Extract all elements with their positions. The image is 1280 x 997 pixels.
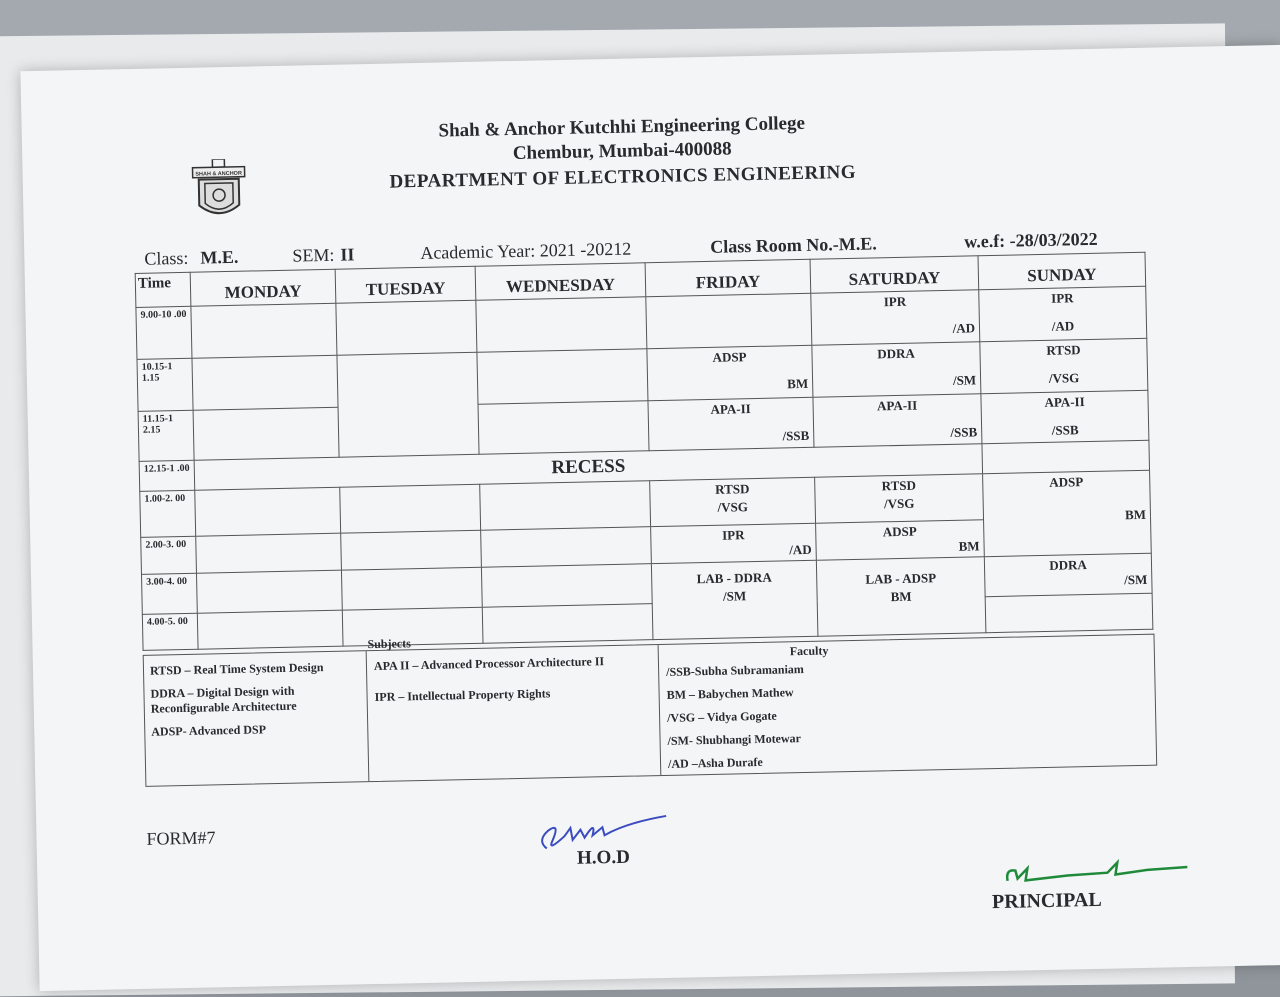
- slot-faculty: /VSG: [1048, 370, 1080, 386]
- effective-date: w.e.f: -28/03/2022: [963, 228, 1098, 252]
- day-header-tuesday: TUESDAY: [335, 266, 476, 303]
- day-header-saturday: SATURDAY: [810, 256, 979, 294]
- slot-cell: [981, 390, 1149, 443]
- subject-definition: DDRA – Digital Design with Reconfigurable Architecture: [150, 683, 297, 716]
- slot-cell: [816, 520, 985, 561]
- faculty-entry: /SSB-Subha Subramaniam: [666, 662, 805, 679]
- slot-cell: [650, 477, 816, 526]
- subject-definition: IPR – Intellectual Property Rights: [374, 686, 551, 705]
- form-number: FORM#7: [146, 827, 216, 849]
- slot-subject: RTSD: [715, 481, 750, 497]
- timetable-grid: [135, 252, 1154, 651]
- slot-faculty: BM: [1124, 506, 1147, 523]
- slot-cell: [651, 523, 817, 563]
- slot-subject: IPR: [1051, 290, 1074, 306]
- time-slot: 2.00-3. 00: [141, 536, 197, 574]
- day-header-friday: FRIDAY: [645, 259, 811, 296]
- empty-slot: [476, 297, 647, 353]
- slot-faculty: /AD: [789, 541, 812, 558]
- slot-faculty: /VSG: [717, 499, 749, 515]
- slot-faculty: BM: [958, 538, 980, 554]
- empty-slot: [191, 303, 337, 358]
- slot-faculty: /SM: [722, 588, 747, 604]
- slot-cell: [811, 290, 980, 346]
- time-slot: 4.00-5. 00: [142, 613, 198, 650]
- legend-table: [143, 634, 1158, 787]
- empty-slot: [482, 604, 653, 644]
- principal-label: PRINCIPAL: [991, 888, 1102, 914]
- slot-cell: [647, 345, 813, 400]
- empty-slot: [196, 570, 342, 613]
- empty-slot: [197, 610, 343, 649]
- slot-cell: [979, 286, 1147, 341]
- empty-slot: [341, 530, 482, 570]
- day-header-monday: MONDAY: [190, 269, 336, 306]
- hod-label: H.O.D: [576, 846, 631, 869]
- time-slot: 3.00-4. 00: [141, 573, 197, 614]
- slot-subject: APA-II: [876, 397, 918, 414]
- slot-cell: [816, 557, 986, 637]
- slot-cell: [812, 342, 981, 398]
- empty-slot: [342, 607, 483, 646]
- slot-faculty: /AD: [1051, 318, 1075, 334]
- faculty-heading: Faculty: [789, 643, 829, 659]
- slot-subject: DDRA: [877, 345, 915, 362]
- academic-year: Academic Year: 2021 -20212: [420, 238, 632, 263]
- time-slot: 1.00-2. 00: [140, 490, 196, 537]
- slot-faculty: /VSG: [883, 495, 915, 512]
- slot-subject: APA-II: [710, 401, 751, 417]
- slot-faculty: /SM: [952, 372, 977, 388]
- faculty-entry: BM – Babychen Mathew: [666, 685, 794, 702]
- slot-subject: RTSD: [881, 477, 917, 494]
- time-column-header: Time: [135, 272, 191, 307]
- slot-subject: DDRA: [1049, 557, 1087, 573]
- faculty-column: [660, 635, 1157, 775]
- slot-subject: APA-II: [1044, 394, 1085, 410]
- college-logo-icon: [190, 159, 247, 224]
- empty-slot: [985, 593, 1153, 632]
- slot-subject: ADSP: [1049, 474, 1084, 490]
- slot-subject: LAB - ADSP: [865, 570, 937, 587]
- empty-slot: [195, 487, 341, 536]
- faculty-entry: /AD –Asha Durafe: [667, 754, 763, 771]
- slot-cell: [983, 470, 1152, 556]
- slot-subject: ADSP: [882, 523, 917, 540]
- logo-text: SHAH & ANCHOR: [195, 170, 242, 178]
- time-slot: 10.15-1 1.15: [137, 358, 193, 411]
- slot-faculty: BM: [787, 375, 809, 392]
- slot-cell: [815, 474, 984, 524]
- empty-slot: [196, 533, 342, 573]
- sem-label: SEM:: [292, 244, 335, 266]
- slot-subject: ADSP: [712, 349, 747, 365]
- sem-value: II: [340, 244, 355, 265]
- empty-slot: [646, 293, 812, 348]
- empty-slot: [477, 349, 648, 405]
- empty-slot: [337, 352, 479, 457]
- slot-subject: IPR: [721, 527, 745, 543]
- faculty-entry: /VSG – Vidya Gogate: [666, 708, 777, 725]
- day-header-wednesday: WEDNESDAY: [475, 263, 646, 301]
- slot-faculty: /SSB: [950, 424, 978, 440]
- slot-cell: [980, 338, 1148, 393]
- empty-slot: [340, 484, 481, 533]
- document-header: [322, 110, 923, 195]
- empty-slot: [336, 300, 477, 355]
- slot-faculty: /AD: [952, 320, 976, 336]
- slot-faculty: BM: [890, 588, 912, 605]
- slot-faculty: /SSB: [1051, 422, 1079, 438]
- slot-subject: IPR: [883, 293, 907, 310]
- empty-slot: [481, 564, 652, 608]
- empty-slot: [481, 527, 652, 568]
- time-slot: 11.15-1 2.15: [138, 410, 194, 461]
- subject-definition: ADSP- Advanced DSP: [151, 722, 267, 739]
- slot-cell: [651, 560, 818, 639]
- slot-cell: [648, 397, 814, 450]
- empty-slot: [982, 440, 1150, 473]
- slot-cell: [813, 394, 982, 448]
- subjects-column-1: [144, 651, 370, 786]
- subjects-heading: Subjects: [367, 636, 411, 652]
- department-name: DEPARTMENT OF ELECTRONICS ENGINEERING: [389, 161, 857, 193]
- slot-faculty: /SSB: [782, 427, 810, 444]
- class-label: Class:: [144, 247, 189, 269]
- slot-faculty: /SM: [1124, 571, 1148, 588]
- class-value: M.E.: [200, 246, 239, 268]
- timetable-document: [20, 45, 1280, 991]
- slot-subject: LAB - DDRA: [696, 569, 772, 587]
- college-name: Shah & Anchor Kutchhi Engineering College: [438, 112, 806, 142]
- day-header-sunday: SUNDAY: [978, 252, 1146, 289]
- empty-slot: [478, 401, 649, 455]
- subjects-column-2: [367, 636, 662, 781]
- college-address: Chembur, Mumbai-400088: [512, 138, 732, 164]
- slot-cell: [984, 553, 1152, 596]
- principal-signature-icon: [997, 847, 1198, 891]
- slot-subject: RTSD: [1046, 342, 1081, 358]
- subject-definition: RTSD – Real Time System Design: [149, 660, 324, 678]
- recess-cell: RECESS: [194, 444, 982, 490]
- classroom-number: Class Room No.-M.E.: [710, 233, 877, 257]
- empty-slot: [193, 407, 339, 460]
- subject-definition: APA II – Advanced Processor Architecture II: [373, 654, 605, 674]
- empty-slot: [192, 355, 338, 410]
- empty-slot: [341, 567, 482, 610]
- time-slot: 12.15-1 .00: [139, 460, 195, 491]
- empty-slot: [480, 481, 651, 531]
- time-slot: 9.00-10 .00: [136, 306, 192, 359]
- faculty-entry: /SM- Shubhangi Motewar: [667, 731, 802, 748]
